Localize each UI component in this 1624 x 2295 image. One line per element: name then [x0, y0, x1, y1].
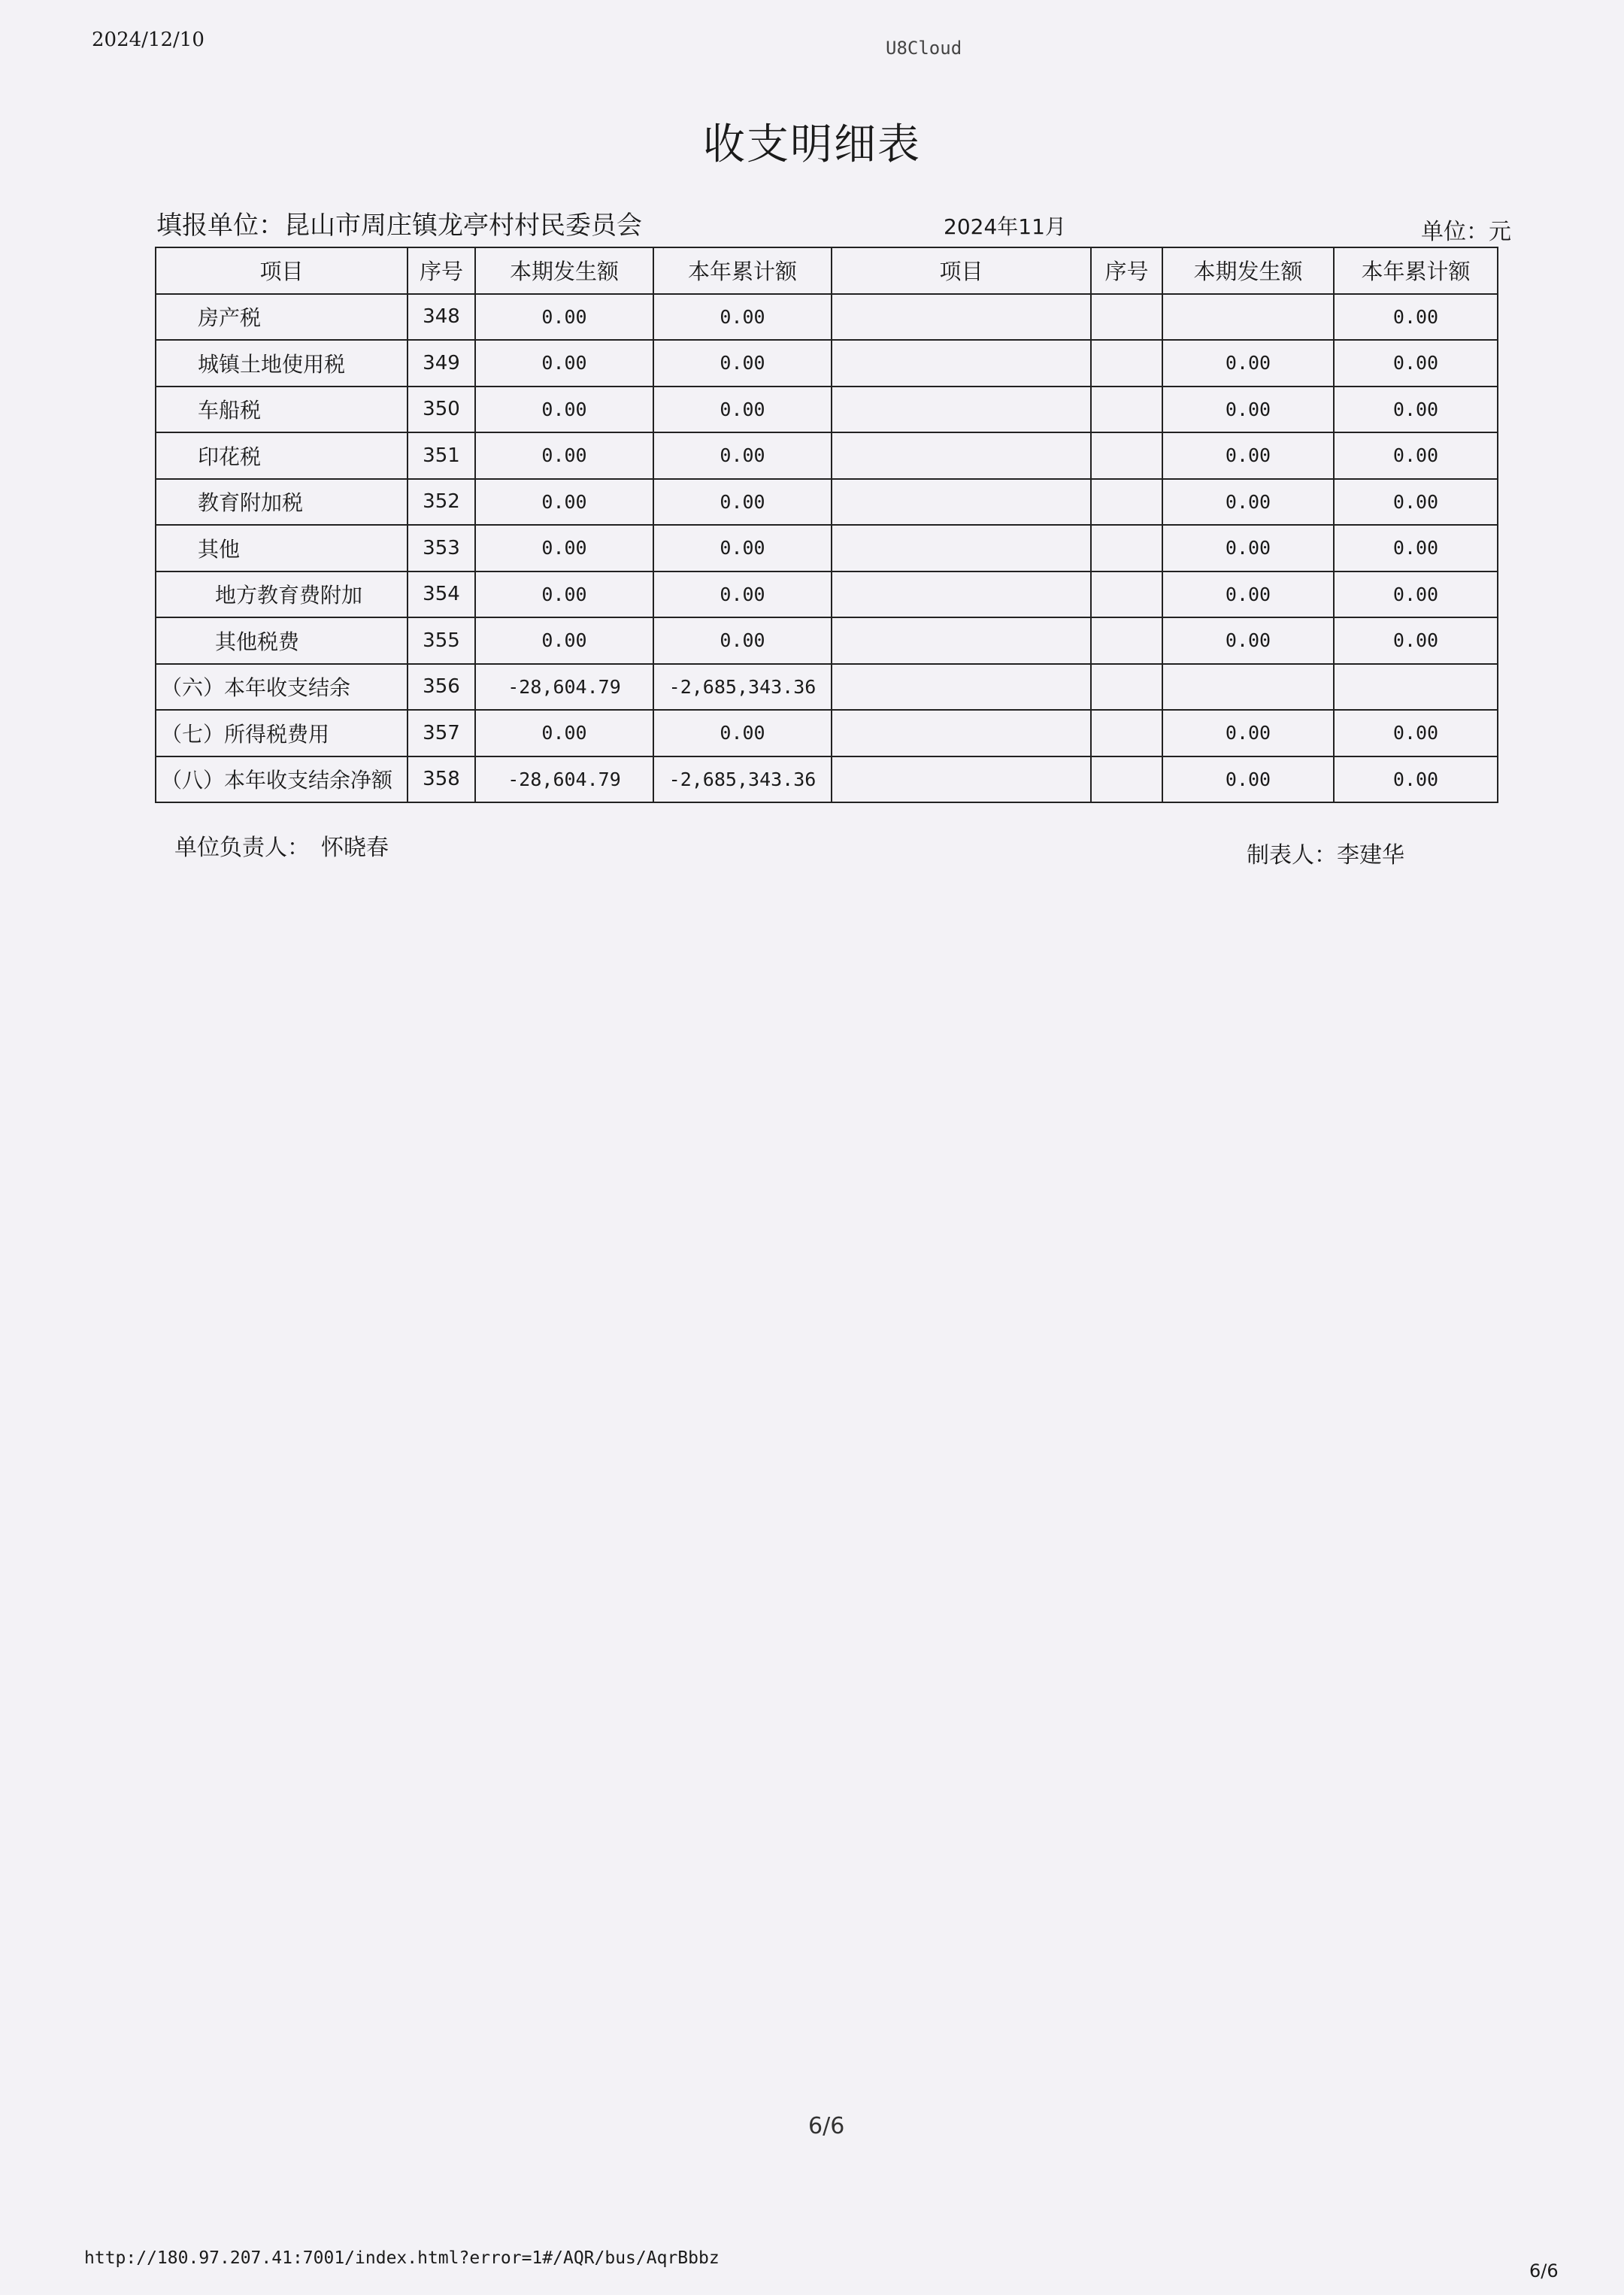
- row-item-right: [832, 525, 1091, 571]
- row-current: 0.00: [475, 479, 653, 526]
- row-seq: 353: [408, 525, 475, 571]
- row-current-right: 0.00: [1162, 340, 1334, 387]
- row-item-right: [832, 756, 1091, 803]
- row-seq: 354: [408, 571, 475, 618]
- row-ytd-right: 0.00: [1334, 387, 1498, 433]
- row-ytd: 0.00: [653, 340, 832, 387]
- col-header-current: 本期发生额: [475, 247, 653, 294]
- table-row: [156, 432, 1498, 479]
- row-item-right: [832, 294, 1091, 341]
- row-ytd: 0.00: [653, 617, 832, 664]
- row-current: 0.00: [475, 710, 653, 756]
- col-header-item: 项目: [156, 247, 408, 294]
- row-current: -28,604.79: [475, 664, 653, 711]
- row-item-right: [832, 340, 1091, 387]
- row-ytd: 0.00: [653, 525, 832, 571]
- row-seq: 358: [408, 756, 475, 803]
- row-item-right: [832, 617, 1091, 664]
- col-header-item-right: 项目: [832, 247, 1091, 294]
- row-ytd-right: [1334, 664, 1498, 711]
- row-ytd: 0.00: [653, 294, 832, 341]
- row-seq: 357: [408, 710, 475, 756]
- row-seq: 348: [408, 294, 475, 341]
- row-seq: 349: [408, 340, 475, 387]
- col-header-current-right: 本期发生额: [1162, 247, 1334, 294]
- table-row: [156, 756, 1498, 803]
- row-seq: 351: [408, 432, 475, 479]
- row-current-right: 0.00: [1162, 387, 1334, 433]
- col-header-ytd: 本年累计额: [653, 247, 832, 294]
- row-seq-right: [1091, 710, 1162, 756]
- row-seq-right: [1091, 664, 1162, 711]
- row-seq-right: [1091, 617, 1162, 664]
- row-seq: 352: [408, 479, 475, 526]
- row-ytd-right: 0.00: [1334, 294, 1498, 341]
- row-item: 地方教育费附加: [156, 571, 408, 618]
- row-current-right: 0.00: [1162, 479, 1334, 526]
- row-current: 0.00: [475, 340, 653, 387]
- row-ytd: 0.00: [653, 432, 832, 479]
- row-item-right: [832, 664, 1091, 711]
- row-current-right: [1162, 664, 1334, 711]
- row-ytd: 0.00: [653, 387, 832, 433]
- table-row: [156, 571, 1498, 618]
- row-item: 其他: [156, 525, 408, 571]
- row-ytd: -2,685,343.36: [653, 756, 832, 803]
- row-item: 其他税费: [156, 617, 408, 664]
- row-current: 0.00: [475, 571, 653, 618]
- row-ytd: 0.00: [653, 479, 832, 526]
- row-seq: 356: [408, 664, 475, 711]
- row-current: 0.00: [475, 432, 653, 479]
- row-seq: 350: [408, 387, 475, 433]
- row-item-right: [832, 479, 1091, 526]
- row-ytd-right: 0.00: [1334, 617, 1498, 664]
- row-current-right: 0.00: [1162, 525, 1334, 571]
- row-seq-right: [1091, 571, 1162, 618]
- row-ytd: 0.00: [653, 710, 832, 756]
- income-expense-table: [155, 247, 1498, 803]
- row-seq-right: [1091, 756, 1162, 803]
- row-seq-right: [1091, 479, 1162, 526]
- row-current: -28,604.79: [475, 756, 653, 803]
- table-row: [156, 617, 1498, 664]
- row-item: 房产税: [156, 294, 408, 341]
- row-seq: 355: [408, 617, 475, 664]
- row-current-right: 0.00: [1162, 710, 1334, 756]
- page-number: 6/6: [808, 2113, 845, 2139]
- row-current: 0.00: [475, 525, 653, 571]
- table-row: [156, 479, 1498, 526]
- col-header-seq-right: 序号: [1091, 247, 1162, 294]
- row-ytd-right: 0.00: [1334, 479, 1498, 526]
- row-item-right: [832, 710, 1091, 756]
- row-current: 0.00: [475, 294, 653, 341]
- row-item: （七）所得税费用: [156, 710, 408, 756]
- table-row: [156, 294, 1498, 341]
- row-ytd-right: 0.00: [1334, 432, 1498, 479]
- row-item-right: [832, 432, 1091, 479]
- table-row: [156, 387, 1498, 433]
- table-row: [156, 710, 1498, 756]
- row-current: 0.00: [475, 617, 653, 664]
- row-ytd-right: 0.00: [1334, 710, 1498, 756]
- table-row: [156, 525, 1498, 571]
- row-item: （六）本年收支结余: [156, 664, 408, 711]
- preparer: 制表人：李建华: [1247, 842, 1404, 869]
- row-seq-right: [1091, 340, 1162, 387]
- row-item: 车船税: [156, 387, 408, 433]
- col-header-ytd-right: 本年累计额: [1334, 247, 1498, 294]
- row-ytd-right: 0.00: [1334, 525, 1498, 571]
- row-current-right: 0.00: [1162, 617, 1334, 664]
- row-item-right: [832, 571, 1091, 618]
- row-item-right: [832, 387, 1091, 433]
- table-row: [156, 340, 1498, 387]
- row-current: 0.00: [475, 387, 653, 433]
- row-ytd-right: 0.00: [1334, 756, 1498, 803]
- row-seq-right: [1091, 525, 1162, 571]
- row-item: （八）本年收支结余净额: [156, 756, 408, 803]
- row-current-right: 0.00: [1162, 756, 1334, 803]
- row-item: 教育附加税: [156, 479, 408, 526]
- app-name: U8Cloud: [886, 38, 962, 59]
- col-header-seq: 序号: [408, 247, 475, 294]
- page-title: 收支明细表: [703, 120, 921, 169]
- row-current-right: 0.00: [1162, 432, 1334, 479]
- currency-unit: 单位：元: [1421, 219, 1511, 245]
- reporting-unit: 填报单位：昆山市周庄镇龙亭村村民委员会: [156, 211, 642, 241]
- unit-responsible-person: 单位负责人： 怀晓春: [174, 835, 389, 861]
- page-number-corner: 6/6: [1529, 2260, 1559, 2281]
- row-item: 城镇土地使用税: [156, 340, 408, 387]
- table-row: [156, 664, 1498, 711]
- row-ytd-right: 0.00: [1334, 571, 1498, 618]
- print-date: 2024/12/10: [92, 29, 205, 51]
- report-period: 2024年11月: [944, 214, 1066, 239]
- row-seq-right: [1091, 432, 1162, 479]
- page-url: http://180.97.207.41:7001/index.html?error=1#/AQR/bus/AqrBbbz: [84, 2248, 720, 2268]
- row-ytd: -2,685,343.36: [653, 664, 832, 711]
- row-ytd-right: 0.00: [1334, 340, 1498, 387]
- row-current-right: [1162, 294, 1334, 341]
- row-current-right: 0.00: [1162, 571, 1334, 618]
- row-seq-right: [1091, 294, 1162, 341]
- table-header-row: [156, 247, 1498, 294]
- row-seq-right: [1091, 387, 1162, 433]
- row-ytd: 0.00: [653, 571, 832, 618]
- row-item: 印花税: [156, 432, 408, 479]
